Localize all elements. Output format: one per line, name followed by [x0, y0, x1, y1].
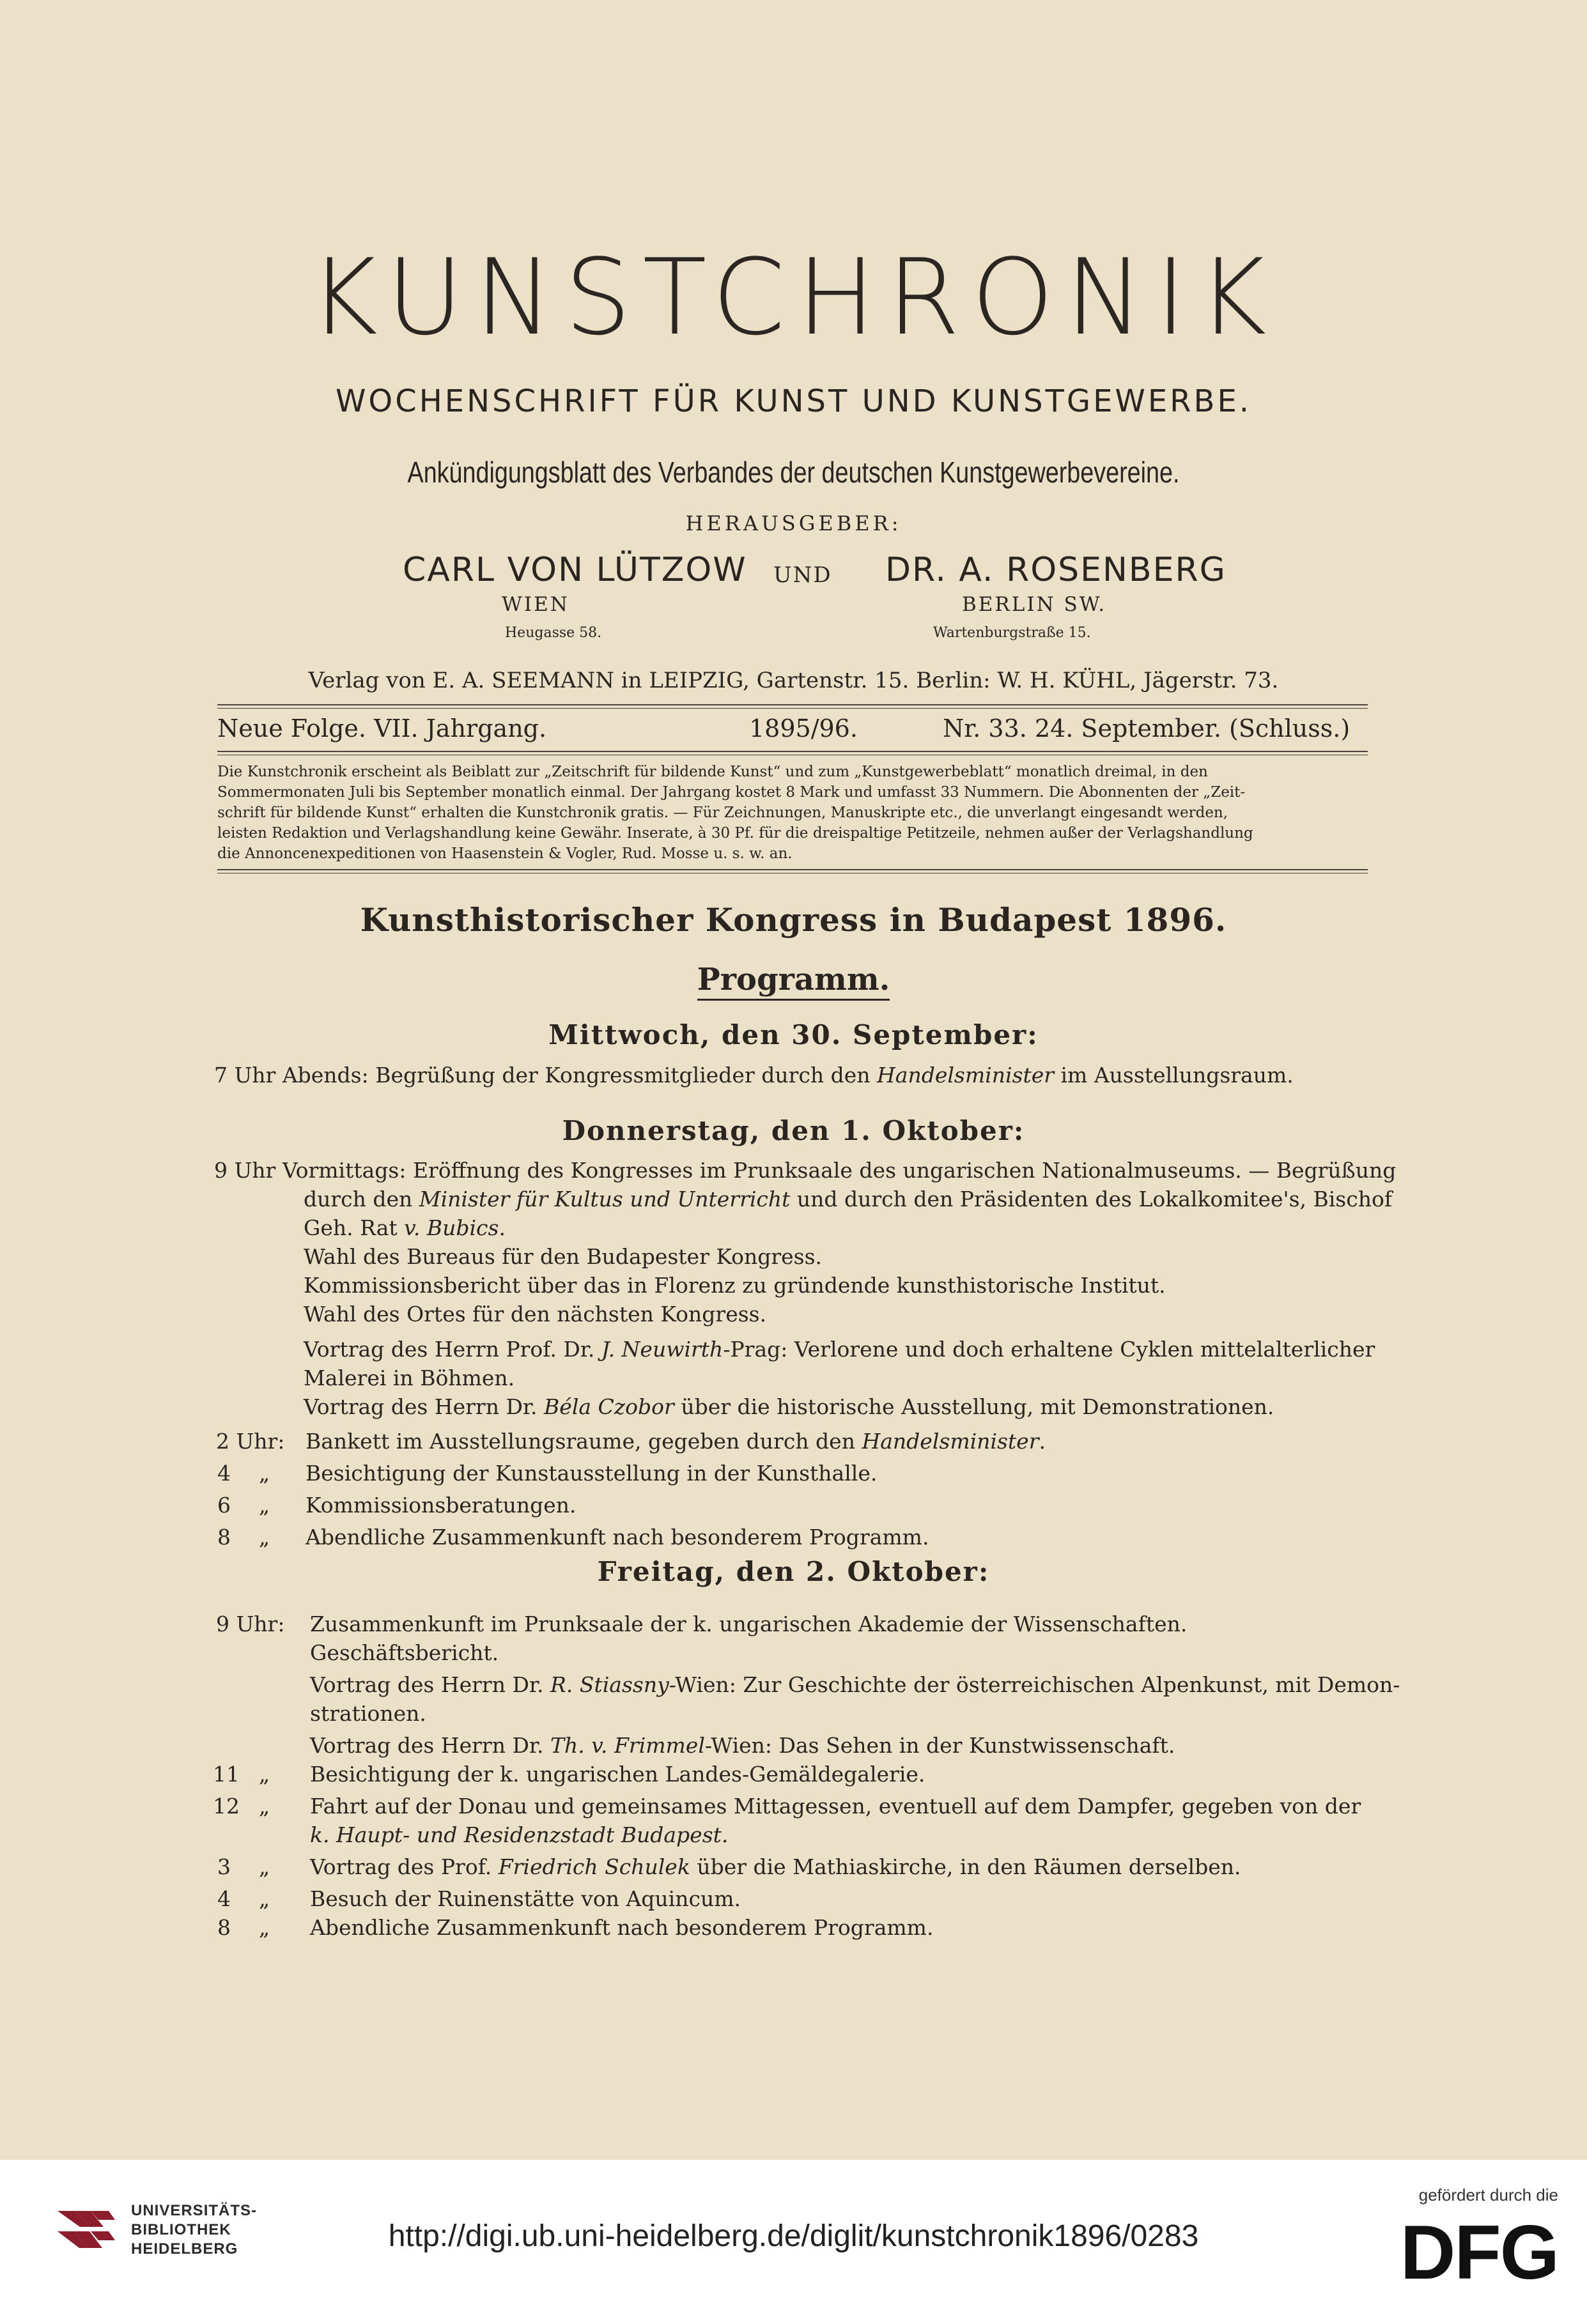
- ditto-mark: „: [259, 1794, 270, 1819]
- day3-time: 8: [217, 1915, 231, 1940]
- day3-time: 3: [217, 1854, 231, 1879]
- article-title: Kunsthistorischer Kongress in Budapest 1896.: [360, 901, 1227, 939]
- day2-item: Wahl des Ortes für den nächsten Kongress.: [304, 1302, 767, 1327]
- day3-time: 4: [217, 1886, 231, 1911]
- day3-time: 12: [213, 1794, 240, 1819]
- masthead-subtitle: WOCHENSCHRIFT FÜR KUNST UND KUNSTGEWERBE.: [335, 383, 1252, 419]
- day2-item: Wahl des Bureaus für den Budapester Kongress.: [304, 1244, 823, 1269]
- day2-heading: Donnerstag, den 1. Oktober:: [562, 1115, 1025, 1146]
- und-conjunction: UND: [773, 562, 832, 588]
- publisher-line: Verlag von E. A. SEEMANN in LEIPZIG, Gartenstr. 15. Berlin: W. H. KÜHL, Jägerstr. 73.: [308, 668, 1279, 693]
- viewer-footer: [0, 2160, 1587, 2324]
- day3-heading: Freitag, den 2. Oktober:: [597, 1556, 990, 1587]
- rule-bottom-1: [217, 869, 1368, 870]
- library-name-line: UNIVERSITÄTS-: [131, 2202, 258, 2219]
- issue-series: Neue Folge. VII. Jahrgang.: [217, 714, 547, 743]
- dfg-logo: DFG: [1400, 2210, 1558, 2295]
- day1-heading: Mittwoch, den 30. September:: [548, 1019, 1039, 1050]
- ditto-mark: „: [259, 1762, 270, 1787]
- day2-time: 6: [217, 1493, 231, 1518]
- issue-line: [217, 714, 1368, 746]
- ditto-mark: „: [259, 1525, 270, 1550]
- funding-caption: gefördert durch die: [1418, 2185, 1558, 2205]
- day2-entry: Abendliche Zusammenkunft nach besonderem Programm.: [306, 1525, 929, 1550]
- day2-lecture-cont: Malerei in Böhmen.: [304, 1366, 515, 1390]
- ditto-mark: „: [259, 1493, 270, 1518]
- day3-time: 11: [213, 1762, 240, 1787]
- ditto-mark: „: [259, 1886, 270, 1911]
- editor1-name: CARL VON LÜTZOW: [403, 551, 747, 589]
- editors-label: HERAUSGEBER:: [685, 511, 902, 535]
- day3-entry-cont: k. Haupt- und Residenzstadt Budapest.: [310, 1822, 729, 1847]
- library-name-line: BIBLIOTHEK: [131, 2221, 231, 2238]
- program-title: [0, 962, 1587, 997]
- ditto-mark: „: [259, 1854, 270, 1879]
- day2-opening: 9 Uhr Vormittags: Eröffnung des Kongresses im Prunksaale des ungarischen Nationalmuseums. — Begrüßung: [214, 1158, 1397, 1183]
- permalink-url[interactable]: http://digi.ub.uni-heidelberg.de/diglit/kunstchronik1896/0283: [388, 2219, 1199, 2253]
- day2-entry: Bankett im Ausstellungsraume, gegeben durch den Handelsminister.: [306, 1429, 1046, 1454]
- program-label: Programm.: [697, 962, 890, 1001]
- day2-item: Kommissionsbericht über das in Florenz zu gründende kunsthistorische Institut.: [304, 1273, 1166, 1298]
- rule-top-2: [217, 708, 1368, 709]
- day3-lecture-cont: strationen.: [310, 1701, 426, 1726]
- notice-line: schrift für bildende Kunst“ erhalten die Kunstchronik gratis. — Für Zeichnungen, Manuskripte etc., die unverlangt eingesandt werden,: [217, 804, 1228, 821]
- day3-lecture: Vortrag des Herrn Dr. R. Stiassny-Wien: Zur Geschichte der österreichischen Alpenkunst, mit Demon-: [310, 1672, 1400, 1697]
- notice-line: die Annoncenexpeditionen von Haasenstein & Vogler, Rud. Mosse u. s. w. an.: [217, 845, 793, 862]
- association-line: Ankündigungsblatt des Verbandes der deutschen Kunstgewerbevereine.: [407, 456, 1180, 489]
- editor2-name: DR. A. ROSENBERG: [885, 551, 1227, 589]
- day3-lecture: Vortrag des Herrn Dr. Th. v. Frimmel-Wien: Das Sehen in der Kunstwissenschaft.: [310, 1733, 1175, 1758]
- ditto-mark: „: [259, 1915, 270, 1940]
- day2-time: 4: [217, 1461, 231, 1486]
- notice-line: Sommermonaten Juli bis September monatlich einmal. Der Jahrgang kostet 8 Mark und umfasst 33 Nummern. Die Abonnenten der „Zeit-: [217, 784, 1246, 801]
- rule-top-1: [217, 704, 1368, 705]
- notice-line: leisten Redaktion und Verlagshandlung keine Gewähr. Inserate, à 30 Pf. für die dreispaltige Petitzeile, nehmen außer der Verlagshandlung: [217, 825, 1253, 842]
- day3-entry: Abendliche Zusammenkunft nach besonderem Programm.: [310, 1915, 934, 1940]
- day2-opening-cont: durch den Minister für Kultus und Unterricht und durch den Präsidenten des Lokalkomitee's, Bischof: [304, 1187, 1393, 1212]
- day2-time: 8: [217, 1525, 231, 1550]
- day3-entry: Fahrt auf der Donau und gemeinsames Mittagessen, eventuell auf dem Dampfer, gegeben von der: [310, 1794, 1361, 1819]
- day2-lecture: Vortrag des Herrn Dr. Béla Czobor über die historische Ausstellung, mit Demonstrationen.: [304, 1394, 1274, 1419]
- day3-entry: Besichtigung der k. ungarischen Landes-Gemäldegalerie.: [310, 1762, 925, 1787]
- issue-number: Nr. 33. 24. September. (Schluss.): [943, 714, 1351, 743]
- masthead-title: KUNSTCHRONIK: [309, 236, 1278, 358]
- day2-time: 2 Uhr:: [216, 1429, 285, 1454]
- rule-mid-1: [217, 751, 1368, 752]
- day3-report: Geschäftsbericht.: [310, 1640, 499, 1665]
- ditto-mark: „: [259, 1461, 270, 1486]
- day2-entry: Kommissionsberatungen.: [306, 1493, 577, 1518]
- day2-lecture: Vortrag des Herrn Prof. Dr. J. Neuwirth-Prag: Verlorene und doch erhaltene Cyklen mittelalterlicher: [304, 1337, 1375, 1362]
- day1-entry: 7 Uhr Abends: Begrüßung der Kongressmitglieder durch den Handelsminister im Ausstellungsraum.: [214, 1063, 1294, 1088]
- day3-time: 9 Uhr:: [216, 1612, 285, 1636]
- editor1-address: Heugasse 58.: [505, 625, 602, 641]
- day2-entry: Besichtigung der Kunstausstellung in der Kunsthalle.: [306, 1461, 878, 1486]
- library-name-line: HEIDELBERG: [131, 2240, 238, 2258]
- issue-year: 1895/96.: [749, 714, 858, 743]
- editor2-city: BERLIN SW.: [962, 593, 1107, 616]
- day3-entry: Zusammenkunft im Prunksaale der k. ungarischen Akademie der Wissenschaften.: [310, 1612, 1188, 1636]
- editor2-address: Wartenburgstraße 15.: [933, 625, 1091, 641]
- day2-opening-cont2: Geh. Rat v. Bubics.: [304, 1215, 506, 1240]
- day3-entry: Vortrag des Prof. Friedrich Schulek über die Mathiaskirche, in den Räumen derselben.: [310, 1854, 1241, 1879]
- notice-line: Die Kunstchronik erscheint als Beiblatt zur „Zeitschrift für bildende Kunst“ und zum „Kunstgewerbeblatt“ monatlich dreimal, in den: [217, 764, 1208, 780]
- day3-entry: Besuch der Ruinenstätte von Aquincum.: [310, 1886, 741, 1911]
- editor1-city: WIEN: [502, 593, 569, 616]
